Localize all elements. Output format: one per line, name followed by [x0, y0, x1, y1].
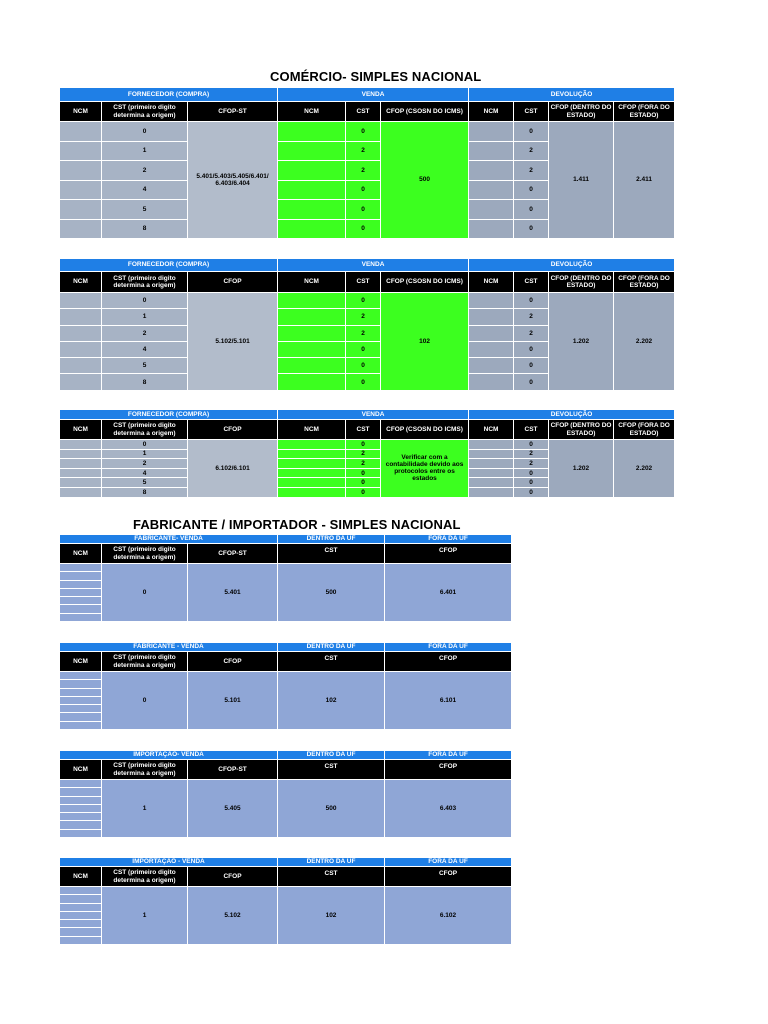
- cst-compra-cell: 4: [102, 180, 188, 200]
- cst-devolucao-cell: 2: [514, 459, 549, 469]
- cst-venda-cell: 2: [346, 325, 381, 341]
- ncm-venda-cell: [278, 122, 346, 142]
- cfop-venda-cell: 102: [381, 293, 469, 391]
- cfop-fora-cell: 6.101: [385, 672, 512, 730]
- cfop-fora-cell: 2.202: [614, 440, 675, 498]
- cst-devolucao-cell: 2: [514, 141, 549, 161]
- ncm-cell: [60, 796, 102, 804]
- cfop-compra-cell: 6.102/6.101: [188, 440, 278, 498]
- column-header: CST (primeiro digito determina a origem): [102, 272, 188, 293]
- ncm-devolucao-cell: [469, 487, 514, 497]
- ncm-cell: [60, 928, 102, 936]
- cst-venda-cell: 0: [346, 374, 381, 390]
- column-header: CFOP (CSOSN DO ICMS): [381, 420, 469, 440]
- ncm-venda-cell: [278, 341, 346, 357]
- ncm-cell: [60, 936, 102, 944]
- column-header: CFOP (FORA DO ESTADO): [614, 272, 675, 293]
- ncm-cell: [60, 588, 102, 596]
- ncm-devolucao-cell: [469, 141, 514, 161]
- ncm-cell: [60, 309, 102, 325]
- column-header: CFOP: [188, 272, 278, 293]
- cst-devolucao-cell: 0: [514, 358, 549, 374]
- ncm-venda-cell: [278, 478, 346, 488]
- column-header: NCM: [60, 420, 102, 440]
- cst-devolucao-cell: 0: [514, 468, 549, 478]
- cfop-venda-cell: Verificar com a contabilidade devido aos protocolos entre os estados: [381, 440, 469, 498]
- table-row: [60, 293, 675, 309]
- column-header: NCM: [278, 420, 346, 440]
- ncm-cell: [60, 804, 102, 812]
- ncm-cell: [60, 613, 102, 621]
- cst-compra-cell: 2: [102, 459, 188, 469]
- ncm-venda-cell: [278, 180, 346, 200]
- ncm-cell: [60, 688, 102, 696]
- cst-devolucao-cell: 0: [514, 180, 549, 200]
- group-header-venda: VENDA: [278, 88, 469, 102]
- cst-compra-cell: 0: [102, 440, 188, 450]
- column-header: NCM: [469, 272, 514, 293]
- column-header: CST (primeiro digito determina a origem): [102, 652, 188, 672]
- cst-venda-cell: 2: [346, 141, 381, 161]
- ncm-devolucao-cell: [469, 293, 514, 309]
- column-header: NCM: [60, 102, 102, 122]
- column-header: CFOP (FORA DO ESTADO): [614, 102, 675, 122]
- ncm-cell: [60, 605, 102, 613]
- ncm-venda-cell: [278, 468, 346, 478]
- column-header: CST: [514, 420, 549, 440]
- column-header: CFOP-ST: [188, 102, 278, 122]
- cst-venda-cell: 2: [346, 459, 381, 469]
- cst-venda-cell: 2: [346, 161, 381, 181]
- cst-venda-cell: 0: [346, 200, 381, 220]
- column-header: CFOP (DENTRO DO ESTADO): [549, 272, 614, 293]
- cfop-cell: 5.102: [188, 887, 278, 945]
- column-header: CFOP: [385, 652, 512, 672]
- cst-venda-cell: 0: [346, 440, 381, 450]
- column-header: NCM: [60, 272, 102, 293]
- cst-devolucao-cell: 0: [514, 219, 549, 239]
- column-header: CST (primeiro digito determina a origem): [102, 544, 188, 564]
- cst-venda-cell: 0: [346, 122, 381, 142]
- cst-venda-cell: 0: [346, 468, 381, 478]
- ncm-cell: [60, 459, 102, 469]
- cst-dentro-cell: 500: [278, 780, 385, 838]
- ncm-cell: [60, 478, 102, 488]
- ncm-cell: [60, 713, 102, 721]
- fabricante-table-4: [59, 857, 512, 945]
- cst-devolucao-cell: 0: [514, 341, 549, 357]
- cst-devolucao-cell: 0: [514, 122, 549, 142]
- group-header-fornecedor: FORNECEDOR (COMPRA): [60, 410, 278, 420]
- ncm-devolucao-cell: [469, 478, 514, 488]
- column-header: NCM: [60, 652, 102, 672]
- cst-venda-cell: 0: [346, 341, 381, 357]
- cst-devolucao-cell: 0: [514, 293, 549, 309]
- cst-venda-cell: 0: [346, 293, 381, 309]
- column-header: NCM: [60, 544, 102, 564]
- cst-devolucao-cell: 2: [514, 309, 549, 325]
- ncm-venda-cell: [278, 440, 346, 450]
- group-header-devolucao: DEVOLUÇÃO: [469, 259, 675, 272]
- column-header: NCM: [469, 102, 514, 122]
- ncm-cell: [60, 180, 102, 200]
- cfop-fora-cell: 6.102: [385, 887, 512, 945]
- group-header-venda: FABRICANTE - VENDA: [60, 643, 278, 652]
- group-header-devolucao: DEVOLUÇÃO: [469, 88, 675, 102]
- ncm-cell: [60, 580, 102, 588]
- ncm-devolucao-cell: [469, 161, 514, 181]
- ncm-venda-cell: [278, 293, 346, 309]
- column-header: CFOP (FORA DO ESTADO): [614, 420, 675, 440]
- column-header: CFOP-ST: [188, 760, 278, 780]
- cst-compra-cell: 8: [102, 219, 188, 239]
- cfop-cell: 5.101: [188, 672, 278, 730]
- ncm-cell: [60, 821, 102, 829]
- group-header-devolucao: DEVOLUÇÃO: [469, 410, 675, 420]
- group-header-fornecedor: FORNECEDOR (COMPRA): [60, 259, 278, 272]
- ncm-devolucao-cell: [469, 374, 514, 390]
- cst-dentro-cell: 500: [278, 564, 385, 622]
- ncm-cell: [60, 468, 102, 478]
- group-header-venda: VENDA: [278, 410, 469, 420]
- cst-origem-cell: 1: [102, 780, 188, 838]
- cfop-dentro-cell: 1.202: [549, 293, 614, 391]
- group-header-fora-uf: FORA DA UF: [385, 858, 512, 867]
- ncm-devolucao-cell: [469, 440, 514, 450]
- cst-venda-cell: 0: [346, 219, 381, 239]
- cst-devolucao-cell: 0: [514, 200, 549, 220]
- cst-devolucao-cell: 2: [514, 449, 549, 459]
- ncm-cell: [60, 161, 102, 181]
- cst-compra-cell: 1: [102, 449, 188, 459]
- ncm-devolucao-cell: [469, 309, 514, 325]
- group-header-dentro-uf: DENTRO DA UF: [278, 643, 385, 652]
- ncm-cell: [60, 911, 102, 919]
- ncm-cell: [60, 572, 102, 580]
- cst-compra-cell: 5: [102, 358, 188, 374]
- column-header: CFOP: [385, 544, 512, 564]
- cst-compra-cell: 1: [102, 309, 188, 325]
- cst-venda-cell: 0: [346, 478, 381, 488]
- cfop-cell: 5.401: [188, 564, 278, 622]
- column-header: CFOP: [385, 867, 512, 887]
- cst-devolucao-cell: 0: [514, 440, 549, 450]
- ncm-devolucao-cell: [469, 449, 514, 459]
- fabricante-table-3: [59, 750, 512, 838]
- cst-compra-cell: 0: [102, 122, 188, 142]
- column-header: CST: [278, 544, 385, 564]
- cst-compra-cell: 4: [102, 468, 188, 478]
- comercio-title: COMÉRCIO- SIMPLES NACIONAL: [270, 69, 482, 84]
- comercio-table-1: [59, 87, 675, 239]
- comercio-table-3: [59, 409, 675, 498]
- ncm-cell: [60, 374, 102, 390]
- cst-compra-cell: 4: [102, 341, 188, 357]
- ncm-cell: [60, 920, 102, 928]
- cfop-venda-cell: 500: [381, 122, 469, 239]
- group-header-dentro-uf: DENTRO DA UF: [278, 751, 385, 760]
- column-header: CFOP (DENTRO DO ESTADO): [549, 420, 614, 440]
- cst-compra-cell: 1: [102, 141, 188, 161]
- cst-venda-cell: 0: [346, 180, 381, 200]
- ncm-cell: [60, 680, 102, 688]
- cst-dentro-cell: 102: [278, 887, 385, 945]
- cfop-dentro-cell: 1.202: [549, 440, 614, 498]
- cst-devolucao-cell: 0: [514, 374, 549, 390]
- ncm-devolucao-cell: [469, 180, 514, 200]
- ncm-cell: [60, 293, 102, 309]
- group-header-dentro-uf: DENTRO DA UF: [278, 535, 385, 544]
- ncm-devolucao-cell: [469, 200, 514, 220]
- ncm-devolucao-cell: [469, 219, 514, 239]
- cst-origem-cell: 0: [102, 564, 188, 622]
- ncm-cell: [60, 200, 102, 220]
- fabricante-title: FABRICANTE / IMPORTADOR - SIMPLES NACIONAL: [133, 517, 461, 532]
- group-header-venda: FABRICANTE- VENDA: [60, 535, 278, 544]
- group-header-fora-uf: FORA DA UF: [385, 643, 512, 652]
- cst-origem-cell: 0: [102, 672, 188, 730]
- fabricante-table-2: [59, 642, 512, 730]
- cst-venda-cell: 2: [346, 309, 381, 325]
- ncm-venda-cell: [278, 459, 346, 469]
- ncm-devolucao-cell: [469, 122, 514, 142]
- cst-compra-cell: 0: [102, 293, 188, 309]
- cst-dentro-cell: 102: [278, 672, 385, 730]
- ncm-cell: [60, 564, 102, 572]
- group-header-venda: VENDA: [278, 259, 469, 272]
- ncm-cell: [60, 813, 102, 821]
- column-header: CST: [278, 652, 385, 672]
- cfop-dentro-cell: 1.411: [549, 122, 614, 239]
- cfop-fora-cell: 6.401: [385, 564, 512, 622]
- ncm-cell: [60, 487, 102, 497]
- group-header-fornecedor: FORNECEDOR (COMPRA): [60, 88, 278, 102]
- column-header: CST (primeiro digito determina a origem): [102, 420, 188, 440]
- ncm-venda-cell: [278, 200, 346, 220]
- ncm-cell: [60, 325, 102, 341]
- cst-compra-cell: 2: [102, 161, 188, 181]
- column-header: CST (primeiro digito determina a origem): [102, 760, 188, 780]
- cst-origem-cell: 1: [102, 887, 188, 945]
- column-header: CFOP: [188, 420, 278, 440]
- column-header: CFOP-ST: [188, 544, 278, 564]
- column-header: CST: [514, 102, 549, 122]
- ncm-cell: [60, 358, 102, 374]
- cst-compra-cell: 2: [102, 325, 188, 341]
- ncm-cell: [60, 705, 102, 713]
- column-header: CFOP (DENTRO DO ESTADO): [549, 102, 614, 122]
- column-header: CFOP (CSOSN DO ICMS): [381, 272, 469, 293]
- cst-venda-cell: 0: [346, 487, 381, 497]
- group-header-venda: IMPORTAÇÃO- VENDA: [60, 751, 278, 760]
- cst-devolucao-cell: 0: [514, 478, 549, 488]
- group-header-fora-uf: FORA DA UF: [385, 535, 512, 544]
- ncm-cell: [60, 449, 102, 459]
- ncm-venda-cell: [278, 325, 346, 341]
- cst-venda-cell: 2: [346, 449, 381, 459]
- ncm-cell: [60, 829, 102, 837]
- column-header: CFOP: [188, 867, 278, 887]
- cfop-fora-cell: 6.403: [385, 780, 512, 838]
- ncm-venda-cell: [278, 358, 346, 374]
- column-header: NCM: [60, 867, 102, 887]
- ncm-devolucao-cell: [469, 325, 514, 341]
- column-header: CST: [514, 272, 549, 293]
- column-header: CFOP (CSOSN DO ICMS): [381, 102, 469, 122]
- ncm-cell: [60, 788, 102, 796]
- cst-devolucao-cell: 2: [514, 325, 549, 341]
- cst-devolucao-cell: 0: [514, 487, 549, 497]
- cst-compra-cell: 8: [102, 487, 188, 497]
- column-header: CST: [346, 272, 381, 293]
- ncm-venda-cell: [278, 374, 346, 390]
- ncm-venda-cell: [278, 449, 346, 459]
- column-header: CFOP: [385, 760, 512, 780]
- ncm-venda-cell: [278, 219, 346, 239]
- ncm-venda-cell: [278, 161, 346, 181]
- table-row: [60, 440, 675, 450]
- ncm-devolucao-cell: [469, 341, 514, 357]
- column-header: CST: [278, 867, 385, 887]
- cfop-fora-cell: 2.202: [614, 293, 675, 391]
- ncm-venda-cell: [278, 141, 346, 161]
- column-header: CST (primeiro digito determina a origem): [102, 867, 188, 887]
- column-header: CST: [278, 760, 385, 780]
- ncm-cell: [60, 895, 102, 903]
- ncm-devolucao-cell: [469, 468, 514, 478]
- column-header: CST: [346, 102, 381, 122]
- ncm-venda-cell: [278, 309, 346, 325]
- ncm-cell: [60, 696, 102, 704]
- ncm-cell: [60, 887, 102, 895]
- cst-devolucao-cell: 2: [514, 161, 549, 181]
- group-header-venda: IMPORTAÇÃO - VENDA: [60, 858, 278, 867]
- column-header: NCM: [278, 102, 346, 122]
- cfop-compra-cell: 5.102/5.101: [188, 293, 278, 391]
- cst-compra-cell: 5: [102, 478, 188, 488]
- ncm-cell: [60, 903, 102, 911]
- column-header: NCM: [60, 760, 102, 780]
- cst-compra-cell: 8: [102, 374, 188, 390]
- ncm-cell: [60, 780, 102, 788]
- comercio-table-2: [59, 258, 675, 391]
- group-header-fora-uf: FORA DA UF: [385, 751, 512, 760]
- cfop-compra-cell: 5.401/5.403/5.405/6.401/ 6.403/6.404: [188, 122, 278, 239]
- ncm-cell: [60, 672, 102, 680]
- ncm-cell: [60, 141, 102, 161]
- ncm-cell: [60, 597, 102, 605]
- ncm-cell: [60, 440, 102, 450]
- ncm-venda-cell: [278, 487, 346, 497]
- ncm-cell: [60, 341, 102, 357]
- group-header-dentro-uf: DENTRO DA UF: [278, 858, 385, 867]
- cst-compra-cell: 5: [102, 200, 188, 220]
- ncm-devolucao-cell: [469, 459, 514, 469]
- ncm-devolucao-cell: [469, 358, 514, 374]
- column-header: CST: [346, 420, 381, 440]
- cfop-fora-cell: 2.411: [614, 122, 675, 239]
- fabricante-table-1: [59, 534, 512, 622]
- cst-venda-cell: 0: [346, 358, 381, 374]
- cfop-cell: 5.405: [188, 780, 278, 838]
- ncm-cell: [60, 122, 102, 142]
- column-header: NCM: [469, 420, 514, 440]
- table-row: [60, 122, 675, 142]
- column-header: CST (primeiro digito determina a origem): [102, 102, 188, 122]
- column-header: NCM: [278, 272, 346, 293]
- column-header: CFOP: [188, 652, 278, 672]
- ncm-cell: [60, 219, 102, 239]
- ncm-cell: [60, 721, 102, 729]
